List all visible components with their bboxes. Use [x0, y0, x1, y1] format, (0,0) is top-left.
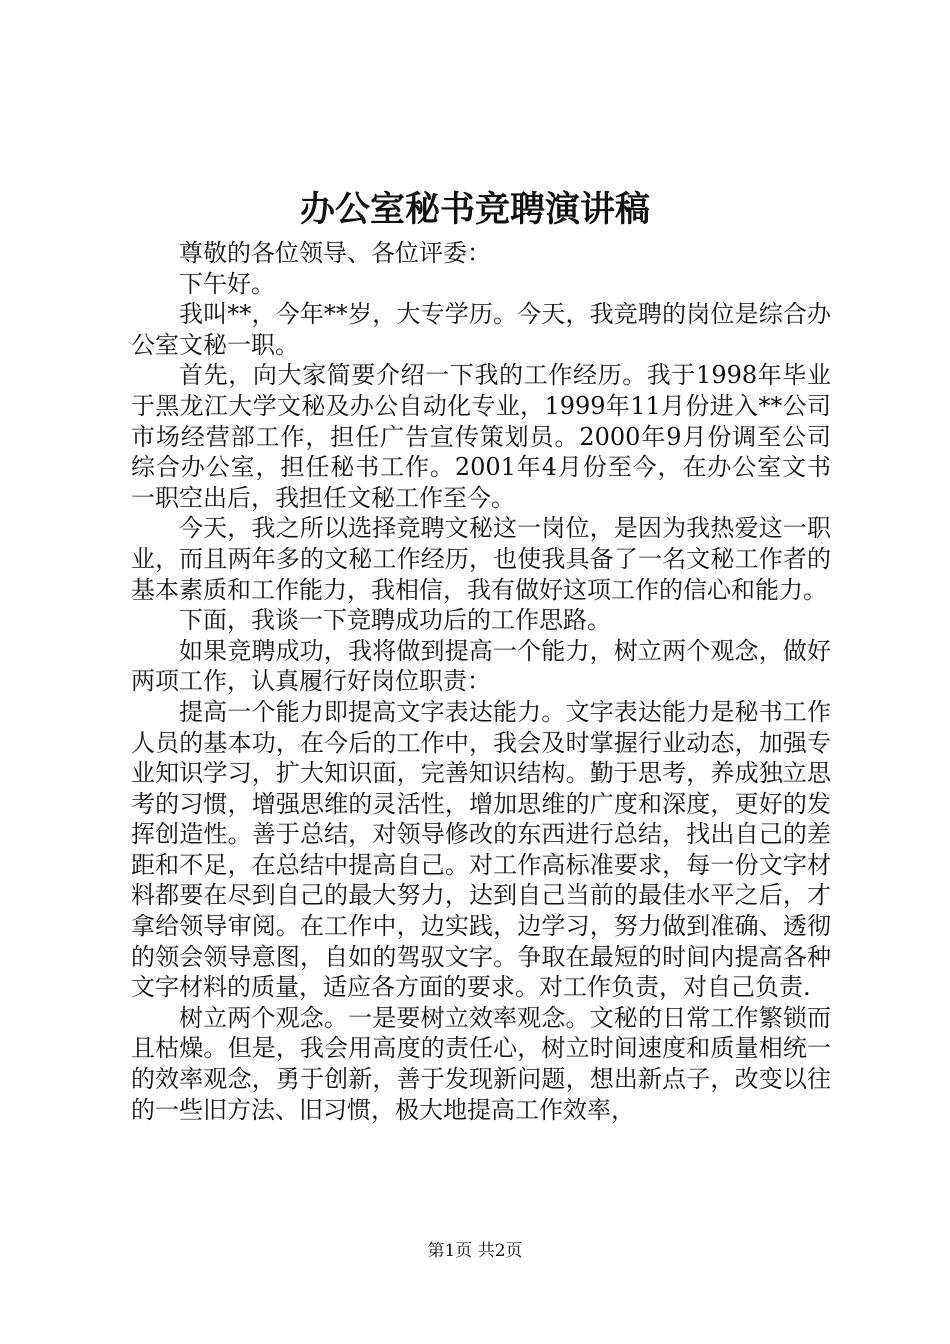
- page-footer: 第1页 共2页: [427, 1241, 523, 1261]
- paragraph-writing-ability: 提高一个能力即提高文字表达能力。文字表达能力是秘书工作人员的基本功，在今后的工作中，我会及时掌握行业动态，加强专业知识学习，扩大知识面，完善知识结构。勤于思考，养成独立思考的习惯，增强思维的灵活性，增加思维的广度和深度，更好的发挥创造性。善于总结，对领导修改的东西进行总结，找出自己的差距和不足，在总结中提高自己。对工作高标准要求，每一份文字材料都要在尽到自己的最大努力，达到自己当前的最佳水平之后，才拿给领导审阅。在工作中，边实践，边学习，努力做到准确、透彻的领会领导意图，自如的驾驭文字。争取在最短的时间内提高各种文字材料的质量，适应各方面的要求。对工作负责，对自己负责.: [131, 697, 831, 1002]
- document-title: 办公室秘书竞聘演讲稿: [299, 189, 650, 230]
- paragraph-two-concepts: 树立两个观念。一是要树立效率观念。文秘的日常工作繁锁而且枯燥。但是，我会用高度的责任心，树立时间速度和质量相统一的效率观念，勇于创新，善于发现新问题，想出新点子，改变以往的一些旧方法、旧习惯，极大地提高工作效率，: [131, 1003, 831, 1124]
- paragraph-transition: 下面，我谈一下竞聘成功后的工作思路。: [179, 606, 611, 635]
- paragraph-introduction: 我叫**，今年**岁，大专学历。今天，我竞聘的岗位是综合办公室文秘一职。: [131, 300, 831, 359]
- document-body: [131, 238, 831, 1125]
- paragraph-salutation: 尊敬的各位领导、各位评委：: [179, 239, 491, 267]
- paragraph-greeting: 下午好。: [179, 269, 275, 298]
- paragraph-plan-summary: 如果竞聘成功，我将做到提高一个能力，树立两个观念，做好两项工作，认真履行好岗位职责：: [131, 636, 831, 696]
- paragraph-work-experience: 首先，向大家简要介绍一下我的工作经历。我于1998年毕业于黑龙江大学文秘及办公自动化专业，1999年11月份进入**公司市场经营部工作，担任广告宣传策划员。2000年9月份调至公司综合办公室，担任秘书工作。2001年4月份至今，在办公室文书一职空出后，我担任文秘工作至今。: [131, 361, 831, 512]
- paragraph-motivation: 今天，我之所以选择竞聘文秘这一岗位，是因为我热爱这一职业，而且两年多的文秘工作经历，也使我具备了一名文秘工作者的基本素质和工作能力，我相信，我有做好这项工作的信心和能力。: [131, 514, 831, 604]
